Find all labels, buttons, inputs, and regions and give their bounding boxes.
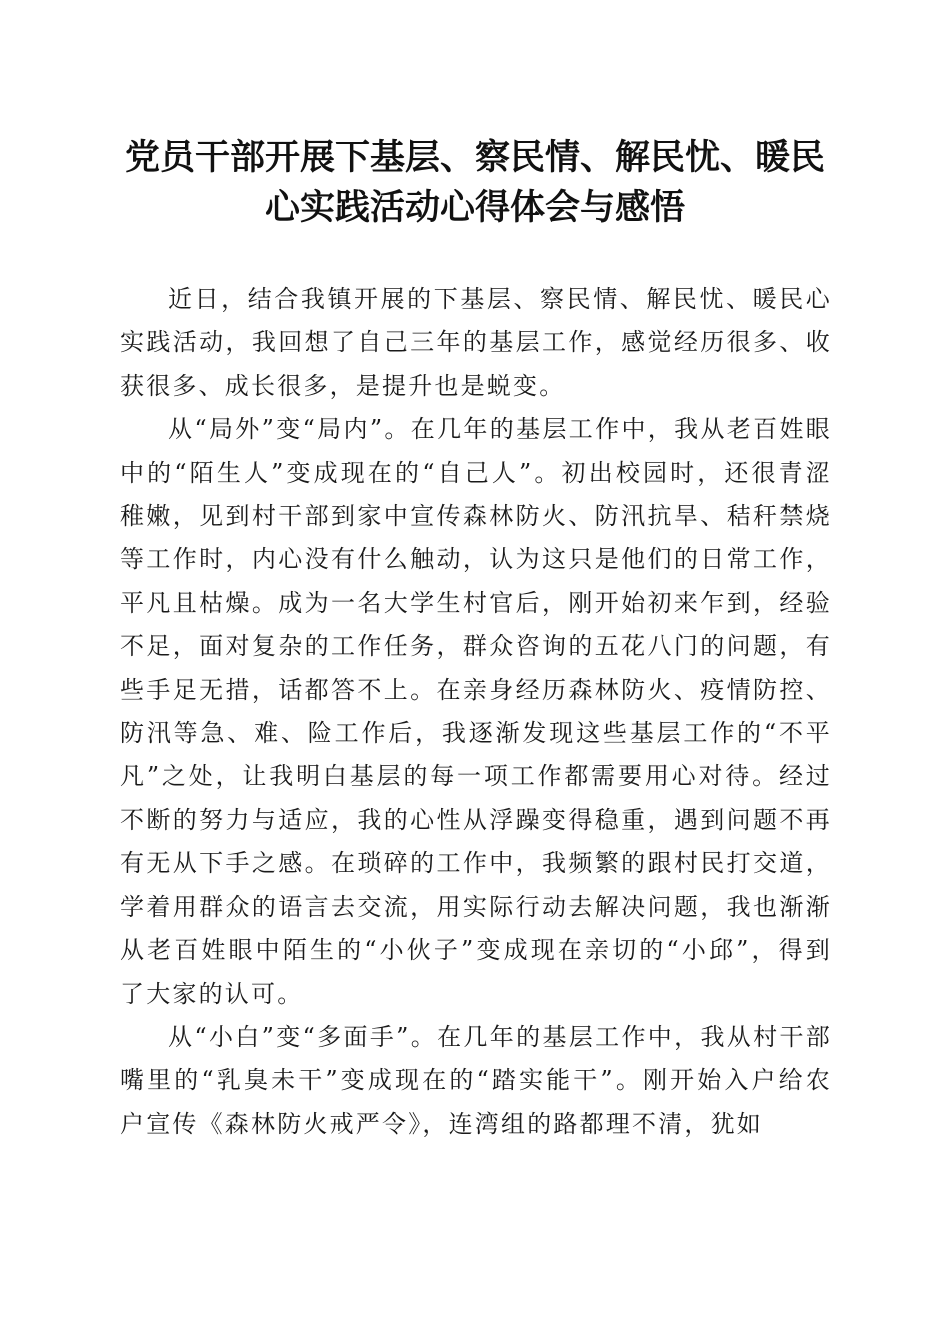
document-body	[120, 278, 832, 1146]
title-line-1: 党员干部开展下基层、察民情、解民忧、暖民	[124, 137, 825, 178]
title-line-2: 心实践活动心得体会与感悟	[264, 187, 685, 228]
paragraph-novice-to-allrounder: 从“小白”变“多面手”。在几年的基层工作中，我从村干部嘴里的“乳臭未干”变成现在的“踏实能干”。刚开始入户给农户宣传《森林防火戒严令》，连湾组的路都理不清，犹如	[120, 1022, 832, 1138]
document-title	[110, 133, 840, 233]
paragraph-intro: 近日，结合我镇开展的下基层、察民情、解民忧、暖民心实践活动，我回想了自己三年的基层工作，感觉经历很多、收获很多、成长很多，是提升也是蜕变。	[120, 285, 832, 400]
paragraph-outsider-to-insider: 从“局外”变“局内”。在几年的基层工作中，我从老百姓眼中的“陌生人”变成现在的“自己人”。初出校园时，还很青涩稚嫩，见到村干部到家中宣传森林防火、防汛抗旱、秸秆禁烧等工作时，内心没有什么触动，认为这只是他们的日常工作，平凡且枯燥。成为一名大学生村官后，刚开始初来乍到，经验不足，面对复杂的工作任务，群众咨询的五花八门的问题，有些手足无措，话都答不上。在亲身经历森林防火、疫情防控、防汛等急、难、险工作后，我逐渐发现这些基层工作的“不平凡”之处，让我明白基层的每一项工作都需要用心对待。经过不断的努力与适应，我的心性从浮躁变得稳重，遇到问题不再有无从下手之感。在琐碎的工作中，我频繁的跟村民打交道，学着用群众的语言去交流，用实际行动去解决问题，我也渐渐从老百姓眼中陌生的“小伙子”变成现在亲切的“小邱”，得到了大家的认可。	[120, 415, 832, 1008]
